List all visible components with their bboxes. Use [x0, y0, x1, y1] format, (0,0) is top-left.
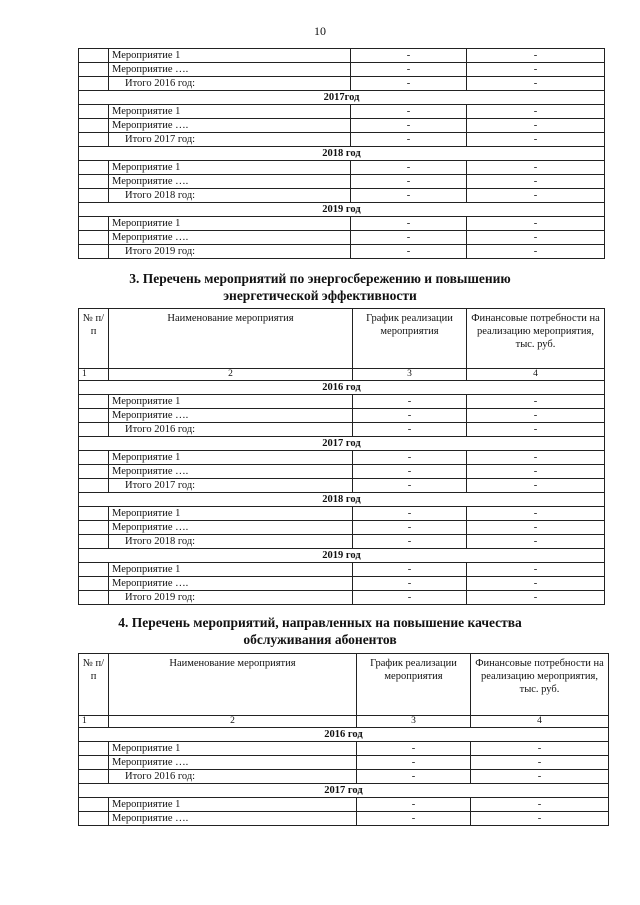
row-number-cell — [79, 161, 109, 175]
schedule-cell: - — [353, 535, 467, 549]
year-label: 2017год — [79, 91, 605, 105]
activity-name: Мероприятие 1 — [109, 105, 351, 119]
schedule-cell: - — [353, 409, 467, 423]
schedule-cell: - — [351, 231, 467, 245]
row-number-cell — [79, 63, 109, 77]
table-row — [79, 231, 605, 245]
section-3-table-wrap — [78, 308, 605, 605]
activity-name: Мероприятие …. — [109, 175, 351, 189]
total-row — [79, 77, 605, 91]
section-4-title-line-1: 4. Перечень мероприятий, направленных на повышение качества — [118, 615, 522, 630]
row-number-cell — [79, 189, 109, 203]
table-row — [79, 521, 605, 535]
schedule-cell: - — [353, 563, 467, 577]
schedule-cell: - — [351, 105, 467, 119]
total-row — [79, 770, 609, 784]
header-number: № п/п — [79, 654, 109, 716]
year-label: 2018 год — [79, 147, 605, 161]
finance-cell: - — [467, 577, 605, 591]
row-number-cell — [79, 812, 109, 826]
schedule-cell: - — [353, 465, 467, 479]
table-row — [79, 105, 605, 119]
finance-cell: - — [471, 770, 609, 784]
finance-cell: - — [471, 756, 609, 770]
activity-name: Мероприятие …. — [109, 756, 357, 770]
section-3-title-line-2: энергетической эффективности — [223, 288, 417, 303]
activity-name: Мероприятие …. — [109, 63, 351, 77]
total-label: Итого 2016 год: — [109, 77, 351, 91]
section-4-table-wrap — [78, 653, 609, 826]
row-number-cell — [79, 577, 109, 591]
finance-cell: - — [467, 395, 605, 409]
section-3-title — [0, 270, 640, 304]
finance-cell: - — [467, 563, 605, 577]
activity-name: Мероприятие 1 — [109, 217, 351, 231]
total-label: Итого 2019 год: — [109, 245, 351, 259]
schedule-cell: - — [351, 119, 467, 133]
schedule-cell: - — [353, 507, 467, 521]
table-row — [79, 119, 605, 133]
total-label: Итого 2016 год: — [109, 770, 357, 784]
row-number-cell — [79, 49, 109, 63]
header-schedule: График реализации мероприятия — [357, 654, 471, 716]
schedule-cell: - — [353, 423, 467, 437]
year-label: 2017 год — [79, 784, 609, 798]
col-number-2: 2 — [109, 369, 353, 381]
table-row — [79, 395, 605, 409]
row-number-cell — [79, 451, 109, 465]
schedule-cell: - — [351, 63, 467, 77]
finance-cell: - — [467, 49, 605, 63]
activity-name: Мероприятие 1 — [109, 563, 353, 577]
schedule-cell: - — [351, 49, 467, 63]
year-label: 2017 год — [79, 437, 605, 451]
activity-name: Мероприятие …. — [109, 521, 353, 535]
table-row — [79, 756, 609, 770]
year-header-row — [79, 91, 605, 105]
row-number-cell — [79, 423, 109, 437]
table-row — [79, 409, 605, 423]
finance-cell: - — [467, 423, 605, 437]
activities-table-top — [78, 48, 605, 259]
table-row — [79, 507, 605, 521]
schedule-cell: - — [357, 812, 471, 826]
year-header-row — [79, 493, 605, 507]
activity-name: Мероприятие 1 — [109, 49, 351, 63]
finance-cell: - — [467, 535, 605, 549]
row-number-cell — [79, 465, 109, 479]
activity-name: Мероприятие 1 — [109, 742, 357, 756]
col-number-2: 2 — [109, 716, 357, 728]
year-label: 2018 год — [79, 493, 605, 507]
total-label: Итого 2016 год: — [109, 423, 353, 437]
row-number-cell — [79, 409, 109, 423]
total-label: Итого 2018 год: — [109, 535, 353, 549]
row-number-cell — [79, 770, 109, 784]
schedule-cell: - — [353, 451, 467, 465]
row-number-cell — [79, 77, 109, 91]
table-row — [79, 742, 609, 756]
finance-cell: - — [467, 217, 605, 231]
total-row — [79, 591, 605, 605]
row-number-cell — [79, 479, 109, 493]
row-number-cell — [79, 217, 109, 231]
section-4-title — [0, 614, 640, 648]
table-row — [79, 63, 605, 77]
header-schedule: График реализации мероприятия — [353, 309, 467, 369]
finance-cell: - — [467, 63, 605, 77]
total-label: Итого 2019 год: — [109, 591, 353, 605]
activity-name: Мероприятие …. — [109, 119, 351, 133]
finance-cell: - — [467, 465, 605, 479]
schedule-cell: - — [351, 189, 467, 203]
year-header-row — [79, 549, 605, 563]
finance-cell: - — [467, 105, 605, 119]
row-number-cell — [79, 521, 109, 535]
row-number-cell — [79, 133, 109, 147]
row-number-cell — [79, 245, 109, 259]
year-label: 2016 год — [79, 381, 605, 395]
activity-name: Мероприятие 1 — [109, 798, 357, 812]
activity-name: Мероприятие 1 — [109, 161, 351, 175]
table-row — [79, 563, 605, 577]
total-row — [79, 133, 605, 147]
page-number: 10 — [314, 24, 326, 38]
row-number-cell — [79, 507, 109, 521]
activity-name: Мероприятие 1 — [109, 451, 353, 465]
header-number: № п/п — [79, 309, 109, 369]
finance-cell: - — [467, 479, 605, 493]
total-row — [79, 535, 605, 549]
finance-cell: - — [467, 231, 605, 245]
total-row — [79, 189, 605, 203]
total-row — [79, 423, 605, 437]
schedule-cell: - — [351, 217, 467, 231]
finance-cell: - — [471, 742, 609, 756]
total-label: Итого 2018 год: — [109, 189, 351, 203]
activity-name: Мероприятие …. — [109, 409, 353, 423]
schedule-cell: - — [353, 479, 467, 493]
table-row — [79, 465, 605, 479]
table-row — [79, 451, 605, 465]
activity-name: Мероприятие …. — [109, 577, 353, 591]
finance-cell: - — [467, 119, 605, 133]
row-number-cell — [79, 756, 109, 770]
col-number-3: 3 — [357, 716, 471, 728]
table-row — [79, 217, 605, 231]
total-row — [79, 245, 605, 259]
year-header-row — [79, 437, 605, 451]
year-header-row — [79, 203, 605, 217]
row-number-cell — [79, 105, 109, 119]
year-header-row — [79, 381, 605, 395]
row-number-cell — [79, 175, 109, 189]
section-4-title-line-2: обслуживания абонентов — [243, 632, 397, 647]
schedule-cell: - — [357, 798, 471, 812]
row-number-cell — [79, 798, 109, 812]
finance-cell: - — [467, 507, 605, 521]
row-number-cell — [79, 742, 109, 756]
service-quality-table — [78, 653, 609, 826]
energy-efficiency-table — [78, 308, 605, 605]
finance-cell: - — [467, 409, 605, 423]
finance-cell: - — [471, 812, 609, 826]
activity-name: Мероприятие …. — [109, 812, 357, 826]
schedule-cell: - — [351, 161, 467, 175]
year-header-row — [79, 147, 605, 161]
row-number-cell — [79, 535, 109, 549]
schedule-cell: - — [357, 770, 471, 784]
schedule-cell: - — [351, 175, 467, 189]
table-continued — [78, 48, 605, 259]
activity-name: Мероприятие 1 — [109, 507, 353, 521]
schedule-cell: - — [357, 756, 471, 770]
finance-cell: - — [467, 591, 605, 605]
finance-cell: - — [467, 245, 605, 259]
section-3-title-line-1: 3. Перечень мероприятий по энергосбережению и повышению — [129, 271, 511, 286]
finance-cell: - — [467, 161, 605, 175]
year-header-row — [79, 728, 609, 742]
finance-cell: - — [467, 189, 605, 203]
activity-name: Мероприятие 1 — [109, 395, 353, 409]
header-finance: Финансовые потребности на реализацию мероприятия, тыс. руб. — [471, 654, 609, 716]
total-label: Итого 2017 год: — [109, 479, 353, 493]
row-number-cell — [79, 231, 109, 245]
finance-cell: - — [471, 798, 609, 812]
table-row — [79, 798, 609, 812]
row-number-cell — [79, 563, 109, 577]
col-number-4: 4 — [471, 716, 609, 728]
schedule-cell: - — [351, 77, 467, 91]
schedule-cell: - — [353, 577, 467, 591]
schedule-cell: - — [353, 395, 467, 409]
year-label: 2019 год — [79, 549, 605, 563]
year-label: 2016 год — [79, 728, 609, 742]
finance-cell: - — [467, 77, 605, 91]
table-row — [79, 49, 605, 63]
finance-cell: - — [467, 521, 605, 535]
finance-cell: - — [467, 451, 605, 465]
row-number-cell — [79, 395, 109, 409]
col-number-1: 1 — [79, 716, 109, 728]
table-row — [79, 812, 609, 826]
schedule-cell: - — [351, 133, 467, 147]
header-name: Наименование мероприятия — [109, 654, 357, 716]
finance-cell: - — [467, 175, 605, 189]
row-number-cell — [79, 591, 109, 605]
activity-name: Мероприятие …. — [109, 465, 353, 479]
schedule-cell: - — [357, 742, 471, 756]
col-number-4: 4 — [467, 369, 605, 381]
table-row — [79, 161, 605, 175]
year-header-row — [79, 784, 609, 798]
finance-cell: - — [467, 133, 605, 147]
schedule-cell: - — [353, 521, 467, 535]
header-name: Наименование мероприятия — [109, 309, 353, 369]
table-row — [79, 175, 605, 189]
year-label: 2019 год — [79, 203, 605, 217]
schedule-cell: - — [353, 591, 467, 605]
schedule-cell: - — [351, 245, 467, 259]
col-number-1: 1 — [79, 369, 109, 381]
activity-name: Мероприятие …. — [109, 231, 351, 245]
col-number-3: 3 — [353, 369, 467, 381]
row-number-cell — [79, 119, 109, 133]
header-finance: Финансовые потребности на реализацию мероприятия, тыс. руб. — [467, 309, 605, 369]
total-row — [79, 479, 605, 493]
table-row — [79, 577, 605, 591]
total-label: Итого 2017 год: — [109, 133, 351, 147]
